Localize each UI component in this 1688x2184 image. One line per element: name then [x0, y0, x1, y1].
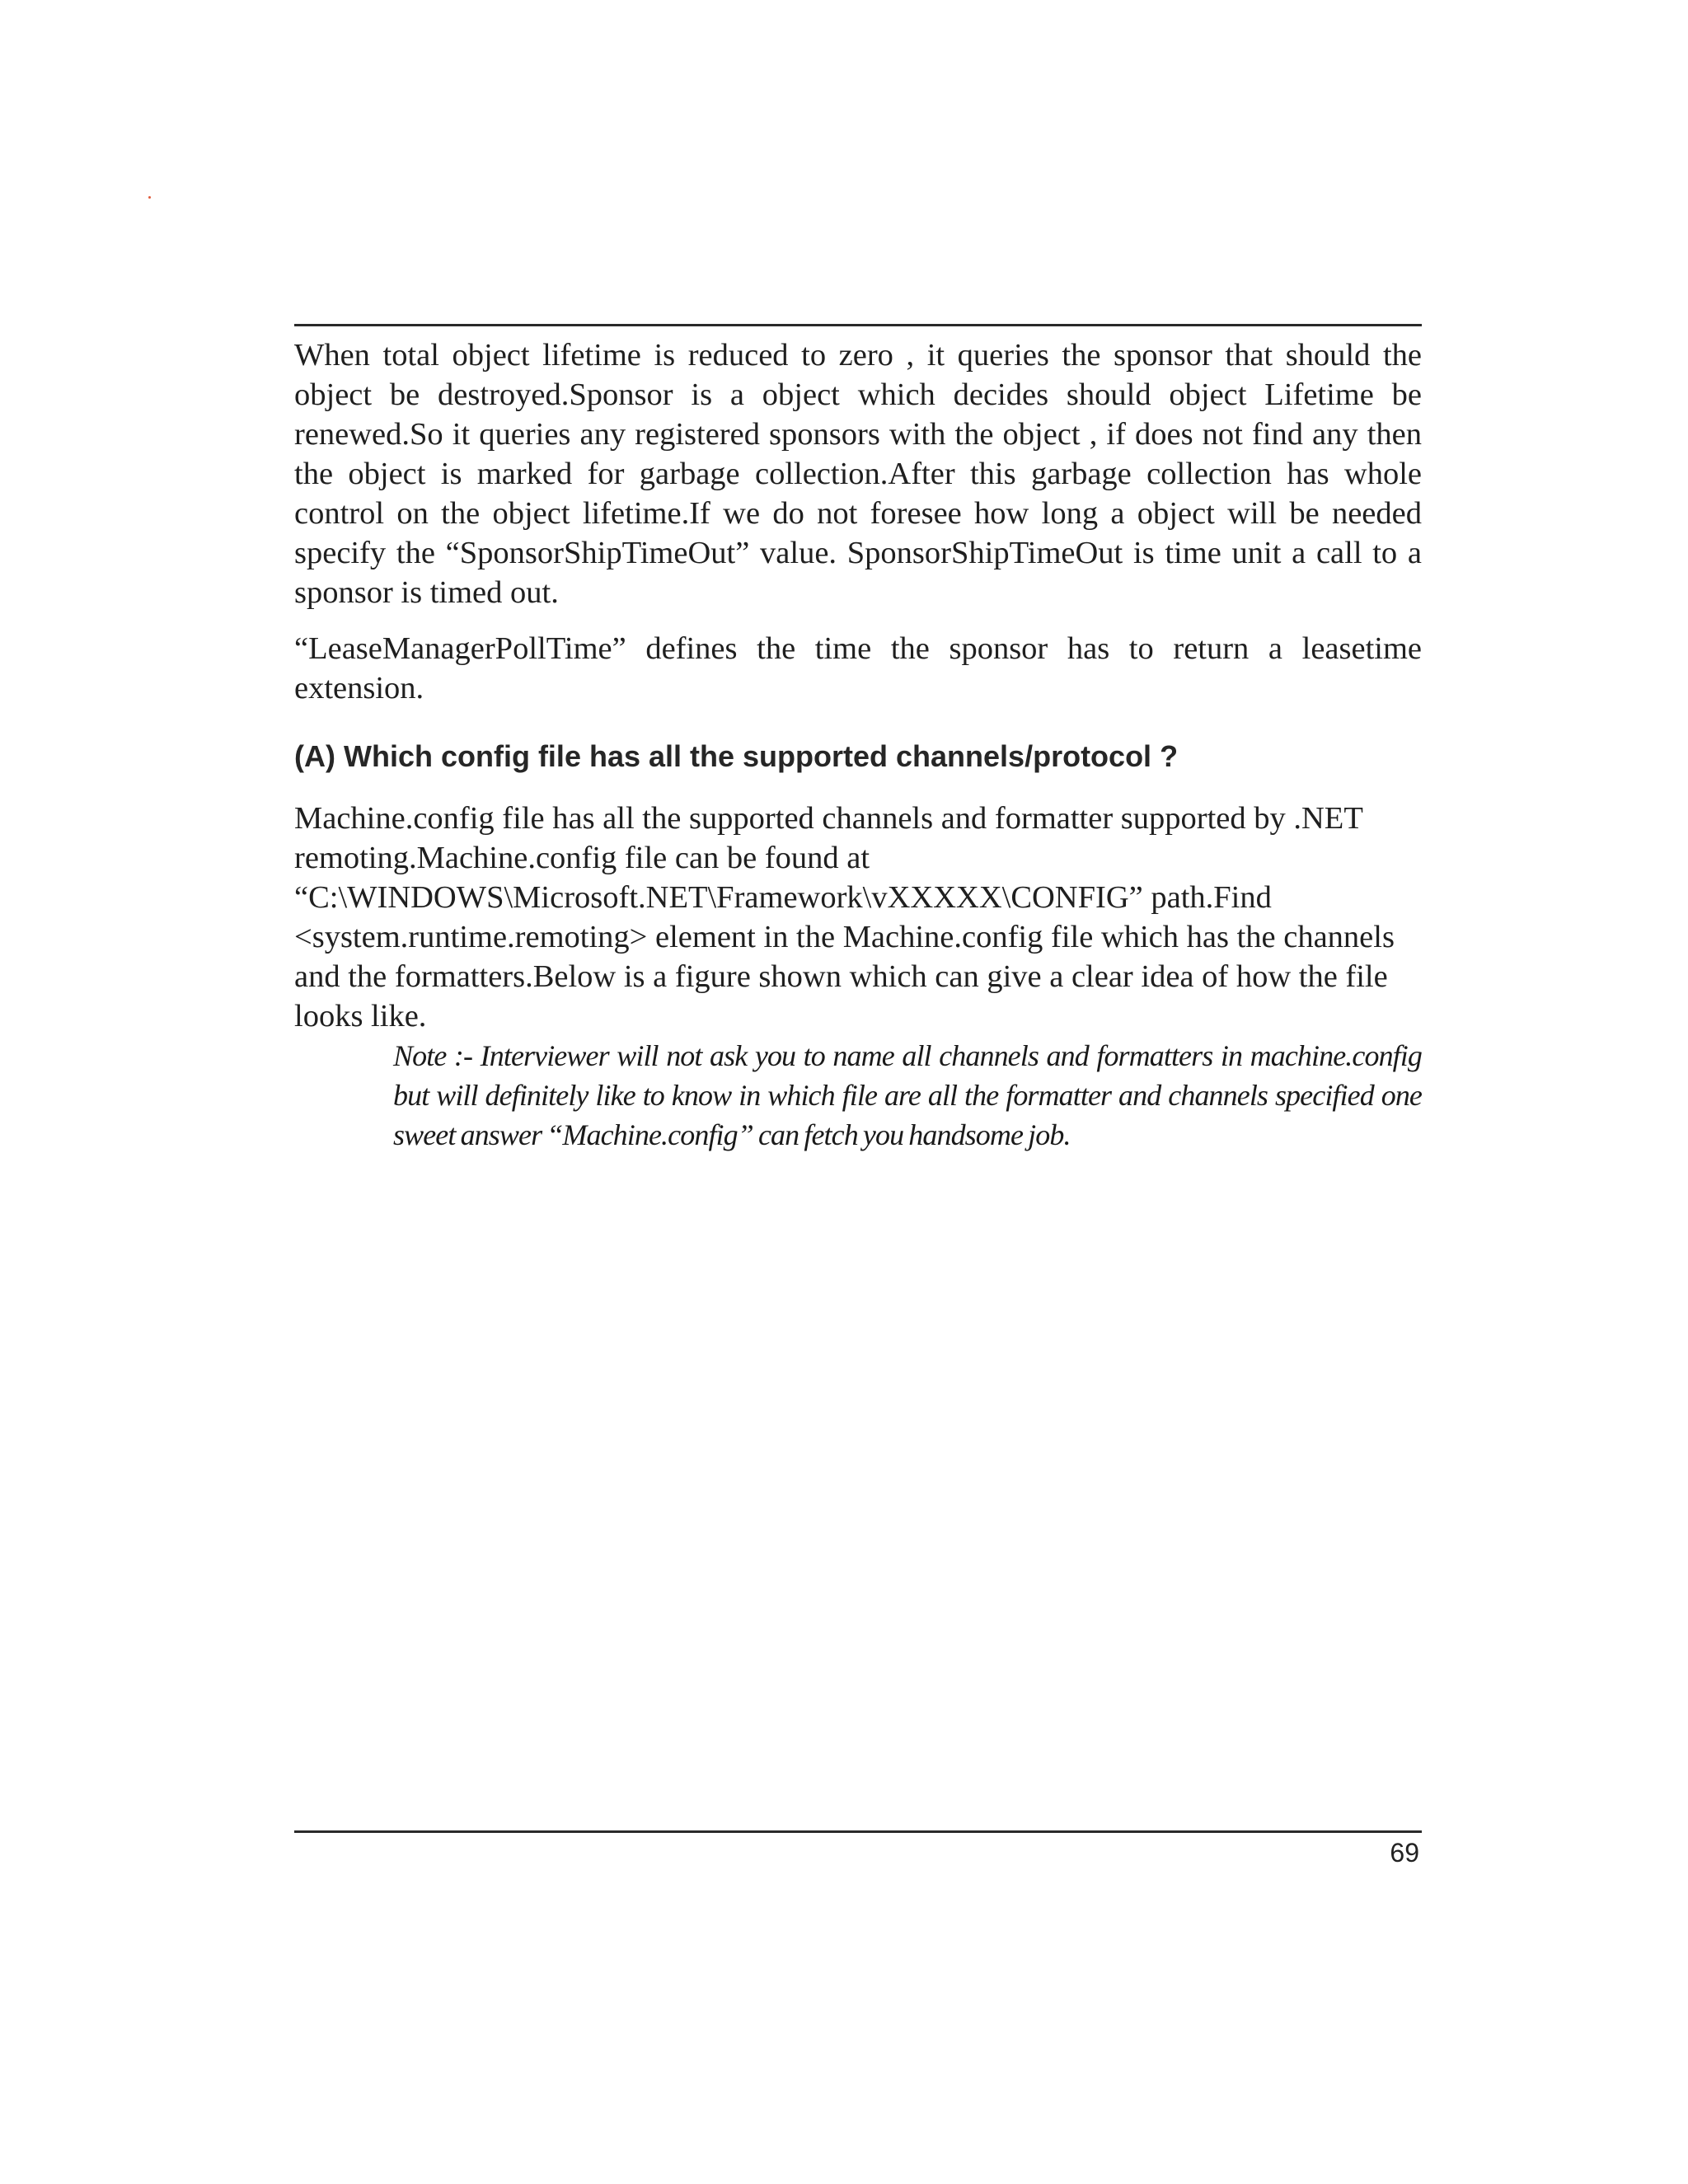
interview-note: Note :- Interviewer will not ask you to name all channels and formatters in machine.config but will definitely like to know in which file are all the formatter and channels specified one sweet answer “Machine.config” can fetch you handsome job. [393, 1039, 1422, 1151]
footer-rule [294, 1830, 1422, 1833]
text-line: remoting.Machine.config file can be found at [294, 841, 870, 875]
stray-mark [148, 196, 151, 199]
paragraph-lease-sponsor: When total object lifetime is reduced to zero , it queries the sponsor that should the object be destroyed.Sponsor is a object which decides should object Lifetime be renewed.So it queries any registered sponsors with the object , if does not find any then the object is marked for garbage collection.After this garbage collection has whole control on the object lifetime.If we do not foresee how long a object will be needed specify the “SponsorShipTimeOut” value. SponsorShipTimeOut is time unit a call to a sponsor is timed out. [294, 338, 1422, 610]
paragraph-lease-poll-time: “LeaseManagerPollTime” defines the time the sponsor has to return a leasetime extension. [294, 631, 1422, 705]
page-number: 69 [1390, 1838, 1419, 1868]
section-heading: (A) Which config file has all the supported channels/protocol ? [294, 739, 1179, 773]
paragraph-machine-config [294, 799, 1422, 1036]
text-line: “C:\WINDOWS\Microsoft.NET\Framework\vXXXXX\CONFIG” path.Find [294, 880, 1272, 915]
text-line: <system.runtime.remoting> element in the Machine.config file which has the channels [294, 920, 1395, 954]
text-line: looks like. [294, 999, 427, 1033]
page-content [294, 335, 1422, 1155]
text-line: and the formatters.Below is a figure shown which can give a clear idea of how the file [294, 959, 1388, 994]
text-line: Machine.config file has all the supported channels and formatter supported by .NET [294, 801, 1363, 836]
header-rule [294, 324, 1422, 326]
